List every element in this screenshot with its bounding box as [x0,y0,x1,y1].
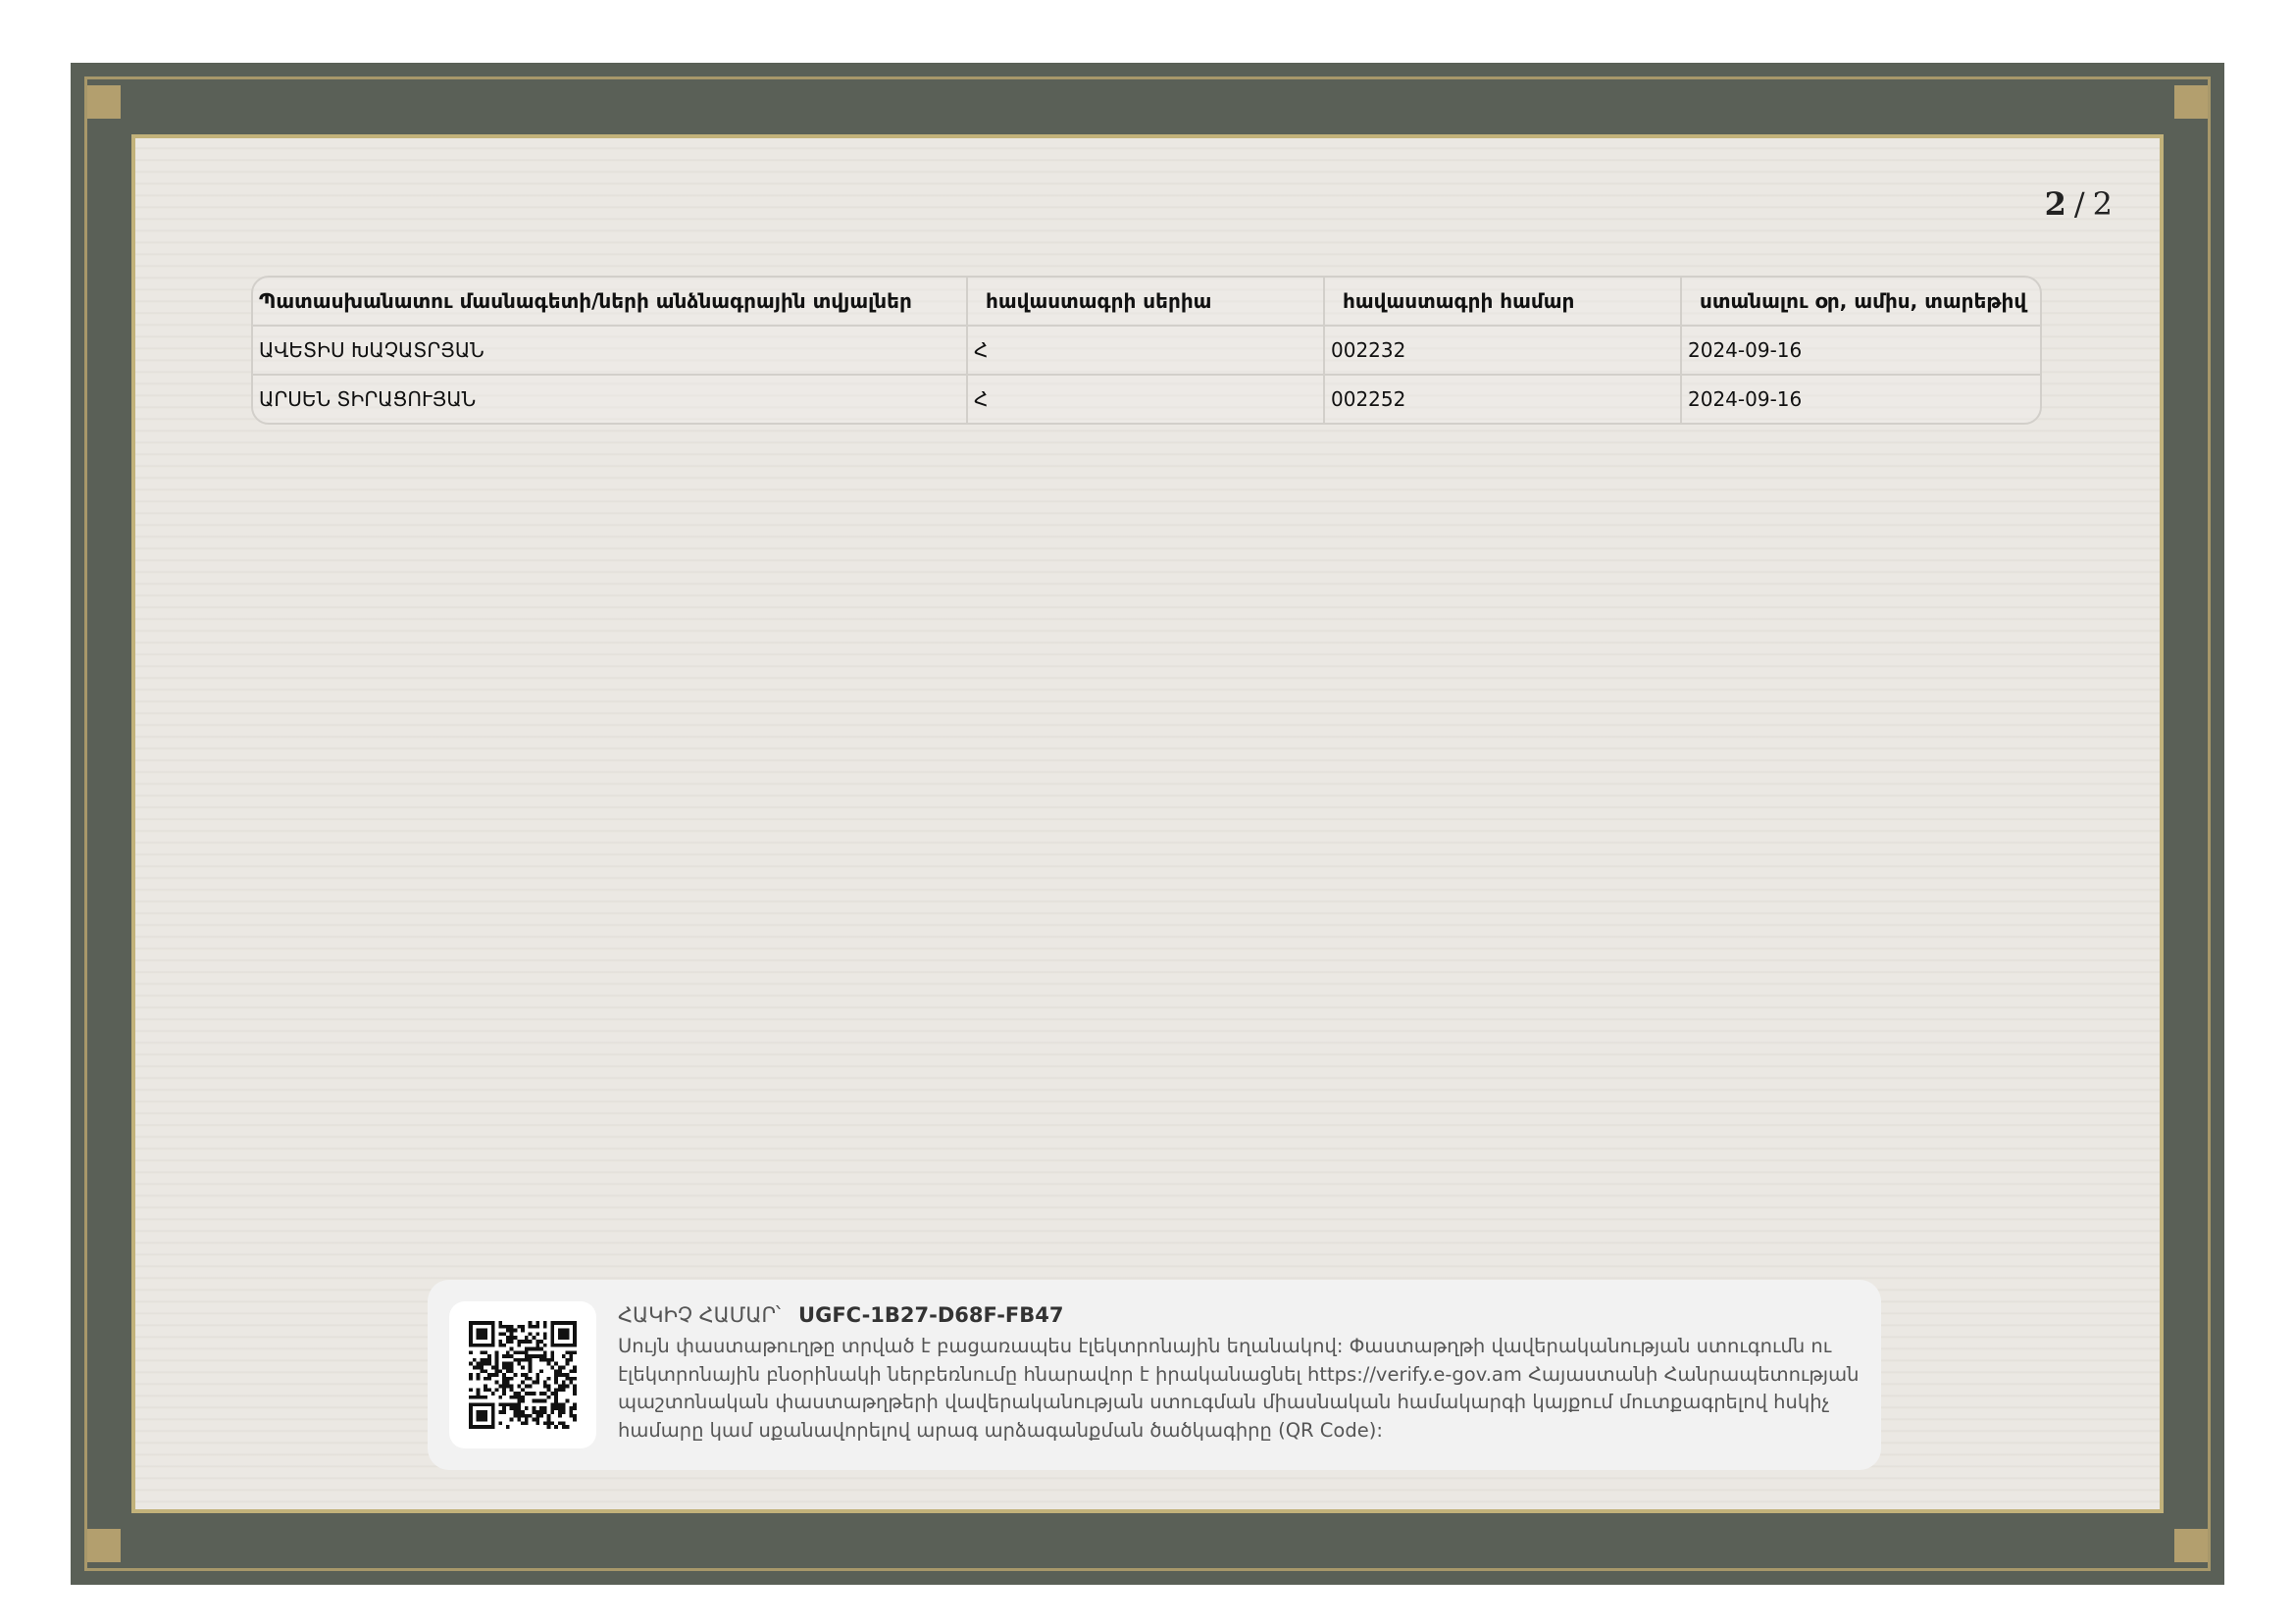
qr-code-container[interactable] [449,1301,596,1448]
frame-corner-top-left [87,85,121,119]
header-certificate-number: հավաստագրի համար [1324,278,1681,326]
frame-corner-bottom-right [2174,1529,2208,1562]
cell-certificate-number: 002252 [1324,375,1681,423]
verification-code-label: ՀԱԿԻՉ ՀԱՄԱՐ՝ [618,1303,782,1327]
cell-certificate-number: 002232 [1324,326,1681,375]
page-total: 2 [2092,185,2113,223]
header-certificate-series: հավաստագրի սերիա [967,278,1324,326]
cell-specialist-name: ԱՎԵՏԻՍ ԽԱՉԱՏՐՅԱՆ [253,326,967,375]
header-received-date: ստանալու օր, ամիս, տարեթիվ [1681,278,2040,326]
cell-certificate-series: Հ [967,375,1324,423]
verification-text-block [618,1303,1863,1445]
verification-description-line: Սույն փաստաթուղթը տրված է բացառապես էլեկտրոնային եղանակով: Փաստաթղթի վավերականության ստուգումն ու [618,1335,1832,1357]
cell-specialist-name: ԱՐՍԵՆ ՏԻՐԱՑՈՒՅԱՆ [253,375,967,423]
cell-certificate-series: Հ [967,326,1324,375]
header-specialist-passport: Պատասխանատու մասնագետի/ների անձնագրային տվյալներ [253,278,967,326]
page-separator: / [2073,185,2085,223]
qr-code-icon[interactable] [469,1321,577,1429]
page-number [2045,185,2113,223]
frame-corner-top-right [2174,85,2208,119]
verification-description-line: պաշտոնական փաստաթղթերի վավերականության ստուգման միասնական համակարգի կայքում մուտքագրելով հսկիչ [618,1391,1830,1413]
table-row [253,326,2040,375]
verification-code-value: UGFC-1B27-D68F-FB47 [798,1303,1064,1327]
verification-code-line [618,1303,1863,1327]
cell-received-date: 2024-09-16 [1681,326,2040,375]
verification-description-line: համարը կամ սքանավորելով արագ արձագանքման ծածկագիրը (QR Code): [618,1418,1383,1442]
specialists-table [251,276,2042,425]
document-page [131,134,2164,1513]
page-current: 2 [2044,185,2066,223]
table-header-row [253,278,2040,326]
cell-received-date: 2024-09-16 [1688,387,1803,411]
table-row [253,375,2040,423]
verification-footer [428,1280,1881,1470]
frame-corner-bottom-left [87,1529,121,1562]
verification-description-line: էլեկտրոնային բնօրինակի ներբեռնումը հնարավոր է իրականացնել https://verify.e-gov.am Հայաստանի Հանրապետության [618,1362,1860,1386]
